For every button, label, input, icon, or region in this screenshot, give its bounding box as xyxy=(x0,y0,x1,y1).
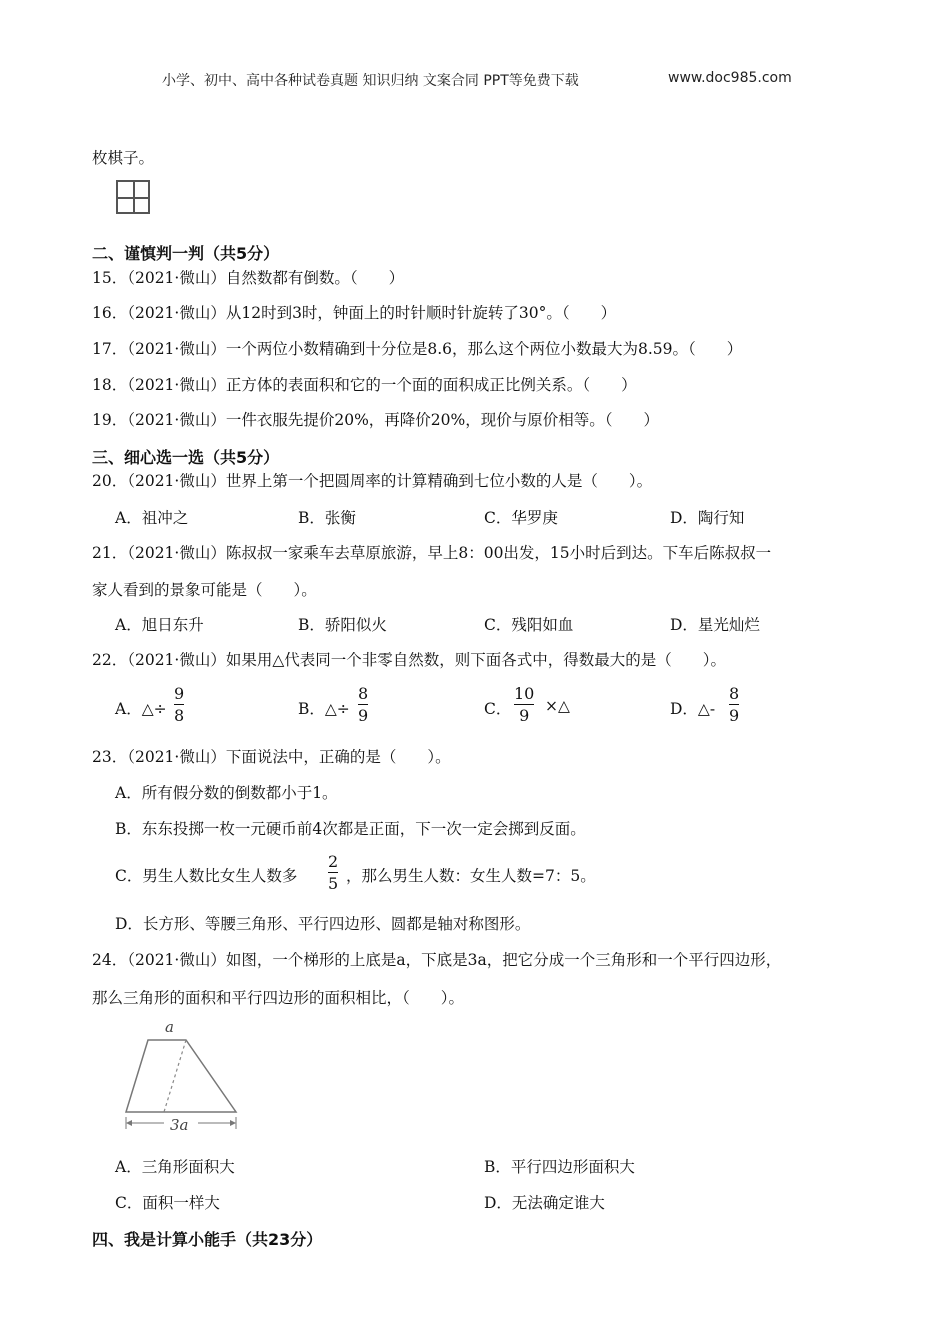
question-24-stem-line2: 那么三角形的面积和平行四边形的面积相比，（ ）。 xyxy=(92,989,465,1007)
question-16: 16．（2021·微山）从12时到3时，钟面上的时针顺时针旋转了30°。（ ） xyxy=(92,304,617,322)
fraction-denominator: 9 xyxy=(519,706,530,725)
q21-option-d: D．星光灿烂 xyxy=(670,616,760,634)
q24-option-d: D．无法确定谁大 xyxy=(484,1194,605,1212)
q21-option-b: B．骄阳似火 xyxy=(298,616,387,634)
q23-option-c-suffix: ，那么男生人数：女生人数=7：5。 xyxy=(346,867,596,885)
previous-question-tail: 枚棋子。 xyxy=(92,149,155,167)
chessboard-grid-figure xyxy=(116,180,150,214)
question-17: 17．（2021·微山）一个两位小数精确到十分位是8.6，那么这个两位小数最大为8.59。（ ） xyxy=(92,340,743,358)
q23-option-d: D．长方形、等腰三角形、平行四边形、圆都是轴对称图形。 xyxy=(115,915,531,933)
q20-option-b: B．张衡 xyxy=(298,509,356,527)
q22-option-c-suffix: ×△ xyxy=(545,697,570,715)
q21-option-c: C．残阳如血 xyxy=(484,616,574,634)
q22-option-d-label: D．△- xyxy=(670,700,716,718)
question-21-stem-line1: 21．（2021·微山）陈叔叔一家乘车去草原旅游，早上8：00出发，15小时后到达。下车后陈叔叔一 xyxy=(92,544,772,562)
q23-option-b: B．东东投掷一枚一元硬币前4次都是正面，下一次一定会掷到反面。 xyxy=(115,820,586,838)
q23-option-c-prefix: C．男生人数比女生人数多 xyxy=(115,867,298,885)
section-2-title: 二、谨慎判一判（共5分） xyxy=(92,244,280,263)
q20-option-d: D．陶行知 xyxy=(670,509,745,527)
question-21-stem-line2: 家人看到的景象可能是（ ）。 xyxy=(92,581,317,599)
q22-option-c-fraction xyxy=(514,684,534,725)
fraction-numerator: 10 xyxy=(514,684,535,703)
fraction-denominator: 8 xyxy=(174,706,185,725)
fraction-numerator: 9 xyxy=(174,684,185,703)
question-15: 15．（2021·微山）自然数都有倒数。（ ） xyxy=(92,269,405,287)
q20-option-a: A．祖冲之 xyxy=(115,509,189,527)
question-19: 19．（2021·微山）一件衣服先提价20%，再降价20%，现价与原价相等。（ ） xyxy=(92,411,660,429)
trapezoid-figure xyxy=(118,1014,248,1136)
q22-option-a-label: A．△÷ xyxy=(115,700,167,718)
q23-option-a: A．所有假分数的倒数都小于1。 xyxy=(115,784,338,802)
section-3-title: 三、细心选一选（共5分） xyxy=(92,448,280,467)
question-24-stem-line1: 24．（2021·微山）如图，一个梯形的上底是a，下底是3a，把它分成一个三角形和一个平行四边形， xyxy=(92,951,782,969)
question-18: 18．（2021·微山）正方体的表面积和它的一个面的面积成正比例关系。（ ） xyxy=(92,376,637,394)
question-23-stem: 23．（2021·微山）下面说法中，正确的是（ ）。 xyxy=(92,748,451,766)
trapezoid-bottom-label: 3a xyxy=(170,1116,189,1134)
trapezoid-top-label: a xyxy=(165,1018,174,1036)
q22-option-b-label: B．△÷ xyxy=(298,700,350,718)
q24-option-a: A．三角形面积大 xyxy=(115,1158,235,1176)
question-22-stem: 22．（2021·微山）如果用△代表同一个非零自然数，则下面各式中，得数最大的是（ ）。 xyxy=(92,651,727,669)
q20-option-c: C．华罗庚 xyxy=(484,509,558,527)
fraction-numerator: 8 xyxy=(358,684,369,703)
q22-option-a-fraction xyxy=(174,684,184,725)
q22-option-b-fraction xyxy=(358,684,368,725)
q24-option-c: C．面积一样大 xyxy=(115,1194,220,1212)
fraction-denominator: 5 xyxy=(328,874,339,893)
q23-option-c-fraction xyxy=(328,852,338,893)
fraction-denominator: 9 xyxy=(358,706,369,725)
fraction-denominator: 9 xyxy=(729,706,740,725)
q24-option-b: B．平行四边形面积大 xyxy=(484,1158,635,1176)
q22-option-d-fraction xyxy=(729,684,739,725)
fraction-numerator: 2 xyxy=(328,852,339,871)
section-4-title: 四、我是计算小能手（共23分） xyxy=(92,1230,323,1249)
header-url[interactable]: www.doc985.com xyxy=(668,70,792,86)
q21-option-a: A．旭日东升 xyxy=(115,616,204,634)
q22-option-c-label: C． xyxy=(484,700,512,718)
question-20-stem: 20．（2021·微山）世界上第一个把圆周率的计算精确到七位小数的人是（ ）。 xyxy=(92,472,653,490)
header-text: 小学、初中、高中各种试卷真题 知识归纳 文案合同 PPT等免费下载 xyxy=(162,73,579,89)
fraction-numerator: 8 xyxy=(729,684,740,703)
